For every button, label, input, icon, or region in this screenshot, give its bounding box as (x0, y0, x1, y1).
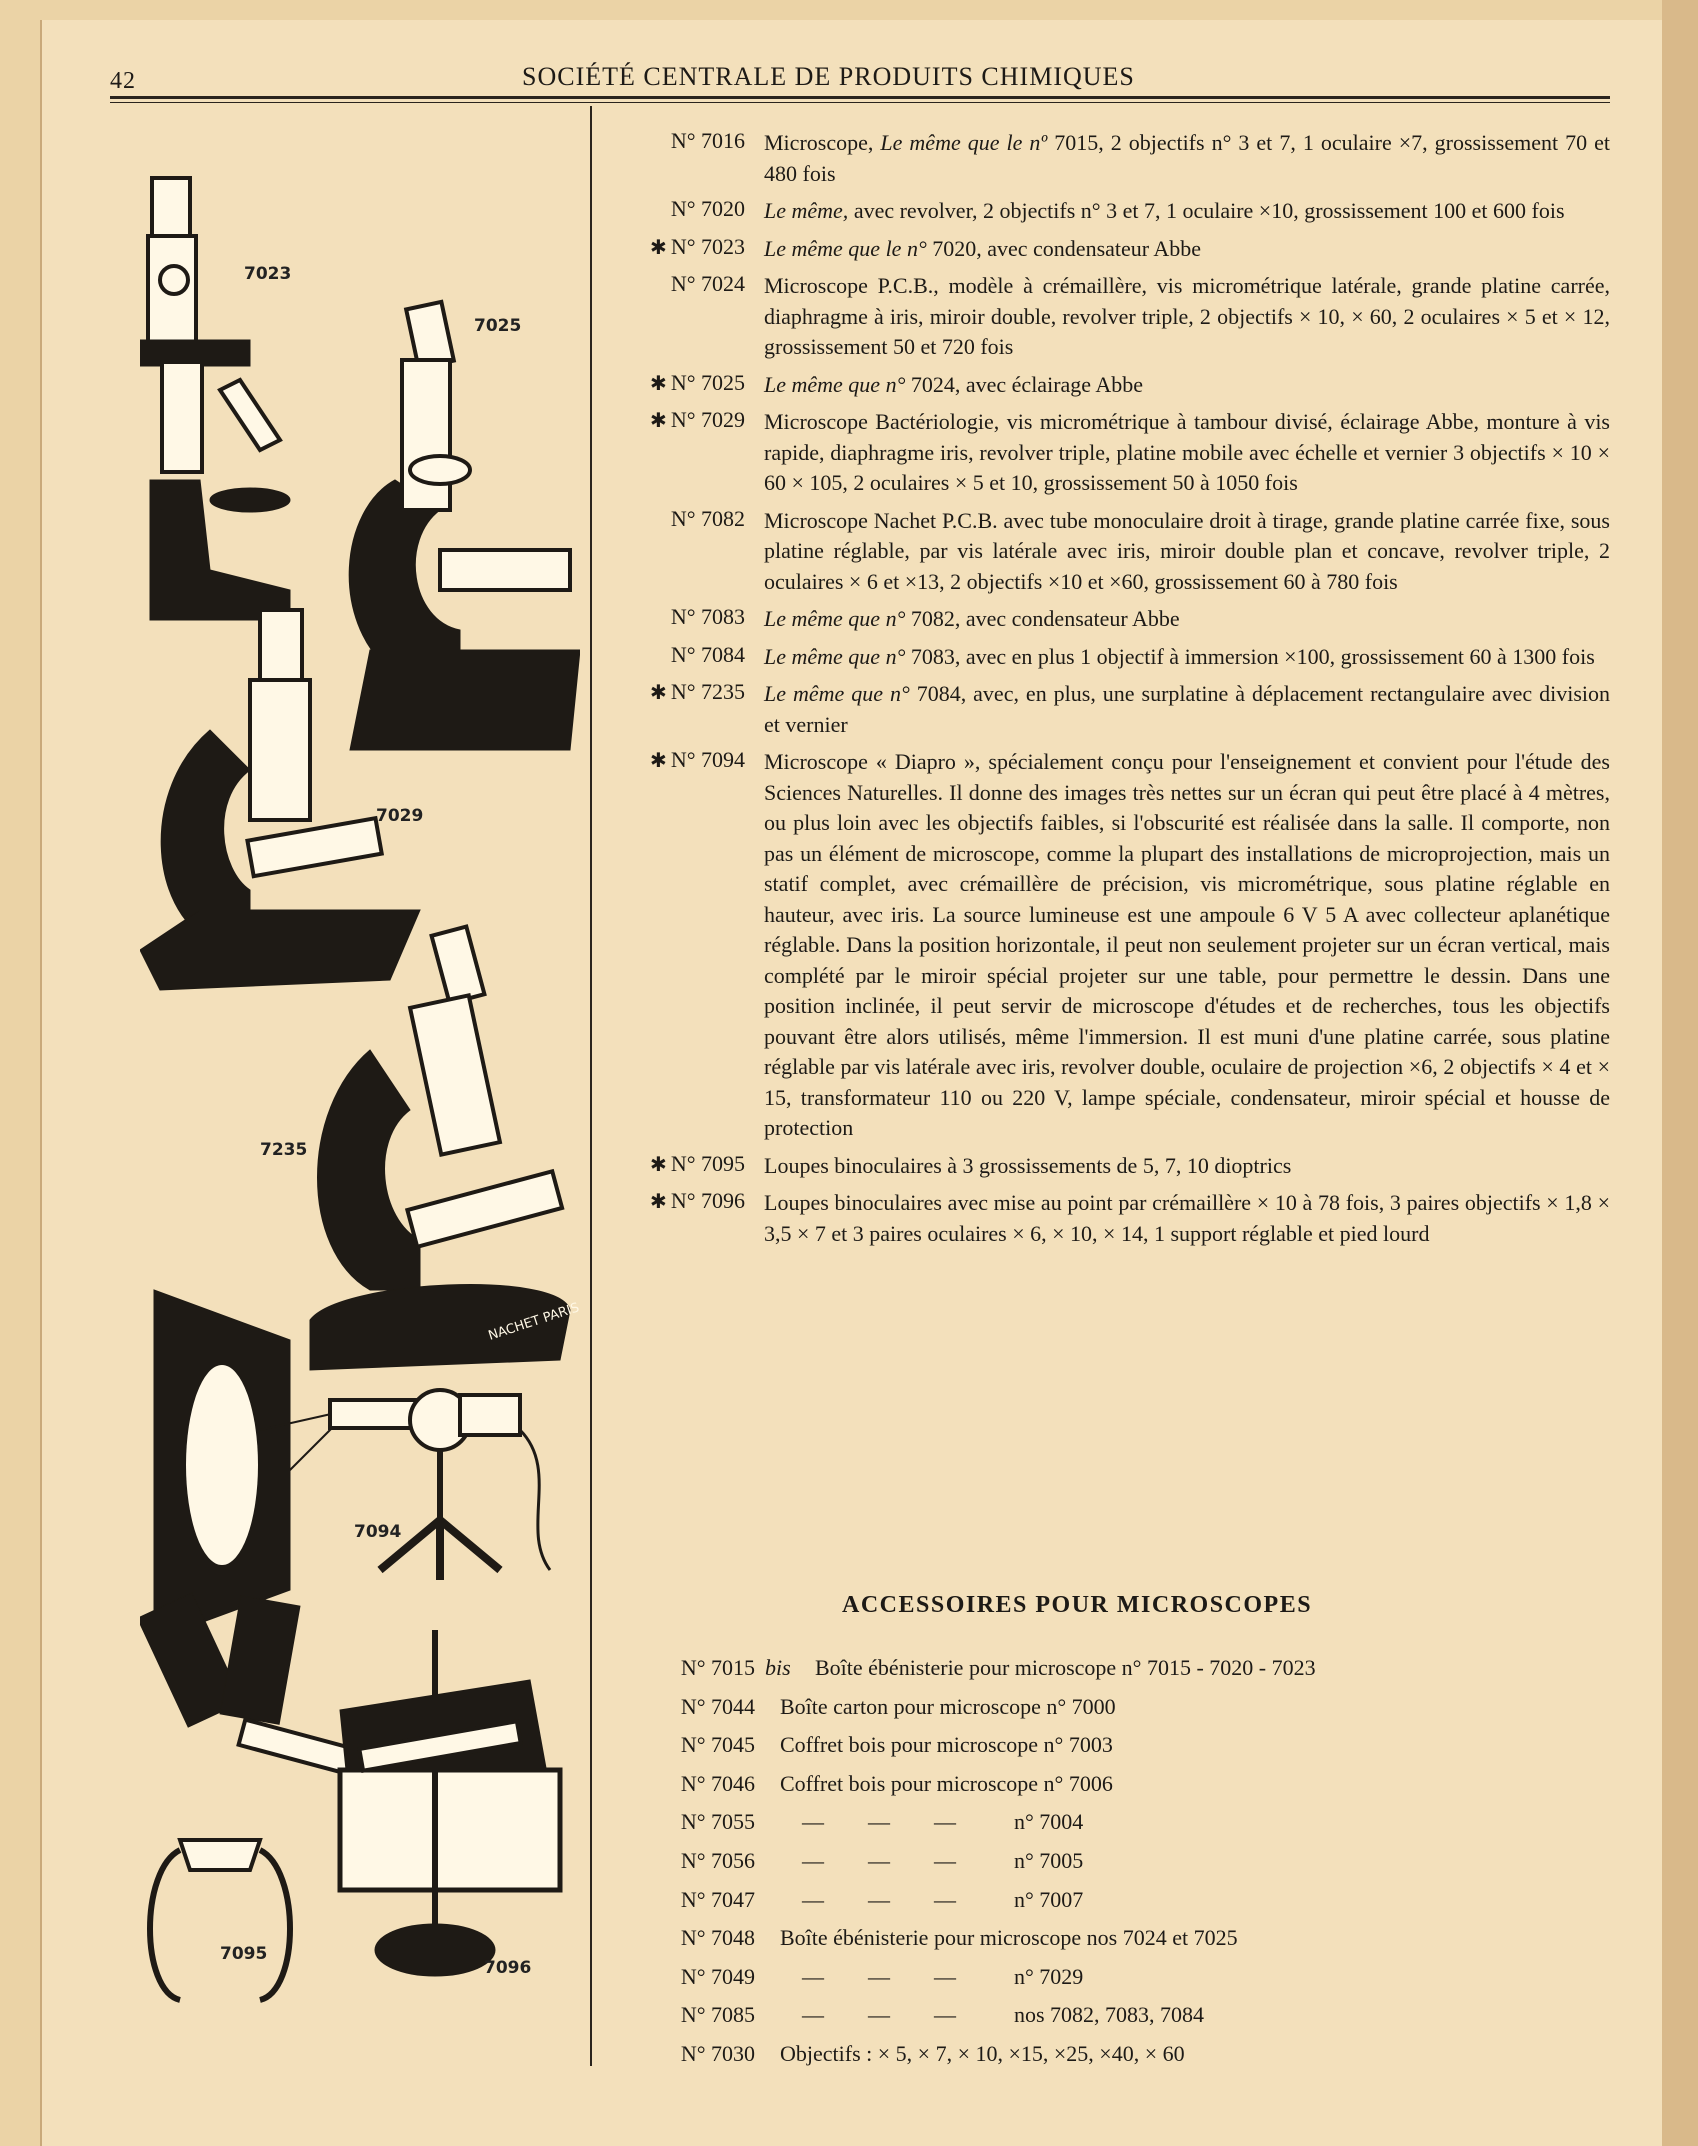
ditto-dash: — (802, 2002, 824, 2028)
entry-number-text: N° 7096 (670, 1188, 745, 1213)
entry-number-text: N° 7016 (670, 128, 745, 153)
accessory-number: N° 7049 (680, 1963, 755, 1989)
accessory-description: Coffret bois pour microscope n° 7006 (780, 1770, 1113, 1796)
accessory-row (620, 1848, 1620, 1887)
entry-number-text: N° 7082 (670, 505, 745, 531)
microscope-7025-drawing (349, 302, 580, 750)
accessory-row (620, 1925, 1620, 1964)
catalogue-entry (600, 234, 1610, 265)
italic-text: Le même que n° (764, 371, 906, 397)
illustration-column (140, 150, 580, 2020)
loupe-7096-drawing (340, 1630, 560, 1976)
accessory-description (780, 1887, 1083, 1913)
entry-number-text: N° 7083 (670, 604, 745, 629)
accessory-description (780, 1848, 1083, 1874)
ditto-dash: — (934, 2002, 956, 2028)
microscope-7023-drawing (140, 178, 290, 620)
entry-number-text: N° 7084 (670, 641, 745, 667)
text: Microscope « Diapro », spécialement conçu pour l'enseignement et convient pour l'étude des Sciences Naturelles. Il donne des images très nettes sur un écran qui peut être placé à 4 mètres, ou plus loin avec les objectifs faibles, si l'obscurité est réalisée dans la salle. Il comporte, non pas un élément de microscope, comme la plupart des installations de microprojection, mais un statif complet, avec crémaillère de précision, vis micrométrique, sous platine réglable en hauteur, avec iris. La source lumineuse est une ampoule 6 V 5 A avec collecteur aplanétique réglable. Dans la position horizontale, il peut non seulement projeter sur un écran vertical, mais complété par le miroir spécial projeter sur une table, pour permettre le dessin. Dans une position inclinée, il peut servir de microscope d'études et de recherches, tous les objectifs pouvant être alors utilisés, même l'immersion. Il est muni d'une platine carrée, sous platine réglable par vis latérale avec iris, revolver double, oculaire de projection ×6, 2 objectifs × 4 et × 15, transformateur 110 ou 220 V, lampe spéciale, condensateur, miroir spécial et housse de protection (764, 749, 1610, 1140)
accessory-number: N° 7085 (680, 2002, 755, 2028)
ditto-dash: — (934, 1847, 956, 1873)
ditto-dash: — (934, 1886, 956, 1912)
italic-text: Le même que n° (764, 681, 910, 706)
accessory-row (620, 1887, 1620, 1926)
star-icon: ✱ (650, 682, 667, 704)
accessory-row (620, 2041, 1620, 2080)
catalogue-entry (600, 747, 1610, 1144)
accessory-description (780, 1809, 1083, 1835)
microscope-7235-drawing (310, 927, 570, 1370)
entry-number (600, 128, 745, 154)
microscope-marking: NACHET PARIS (486, 1300, 580, 1344)
entry-number (600, 407, 745, 433)
accessory-number: N° 7047 (680, 1886, 755, 1912)
star-icon: ✱ (650, 410, 667, 432)
accessory-description: Coffret bois pour microscope n° 7003 (780, 1732, 1113, 1758)
entry-number-text: N° 7235 (670, 679, 745, 704)
accessory-number: N° 7045 (680, 1732, 755, 1758)
ditto-dash: — (802, 1886, 824, 1912)
accessory-number: N° 7044 (680, 1693, 755, 1719)
entry-description (764, 196, 1610, 227)
ditto-dash: — (868, 1886, 890, 1912)
text: Microscope P.C.B., modèle à crémaillère, vis micrométrique latérale, grande platine carrée, diaphragme à iris, miroir double, revolver triple, 2 objectifs × 10, × 60, 2 oculaires × 5 et × 12, grossissement 50 et 720 fois (764, 273, 1610, 359)
entry-description (764, 642, 1610, 673)
entry-description (764, 234, 1610, 265)
column-divider (590, 106, 592, 2066)
entry-description (764, 128, 1610, 189)
ditto-dash: — (802, 1809, 824, 1835)
catalogue-entry (600, 1151, 1610, 1182)
accessory-reference: n° 7007 (1014, 1886, 1084, 1912)
accessory-number: N° 7056 (680, 1847, 755, 1873)
entry-number (600, 196, 745, 222)
catalogue-entry (600, 506, 1610, 598)
header-rule-thin (110, 102, 1610, 103)
running-title: SOCIÉTÉ CENTRALE DE PRODUITS CHIMIQUES (522, 62, 1135, 91)
entry-number-text: N° 7024 (670, 271, 745, 296)
text: 7084, avec, en plus, une surplatine à déplacement rectangulaire avec division et vernier (764, 681, 1610, 737)
entry-number (600, 604, 745, 630)
catalogue-entry (600, 679, 1610, 740)
accessory-reference: n° 7004 (1014, 1809, 1084, 1835)
star-icon: ✱ (650, 750, 667, 772)
catalogue-entry (600, 271, 1610, 363)
entry-description (764, 506, 1610, 598)
star-icon: ✱ (650, 1191, 667, 1213)
catalogue-entry (600, 370, 1610, 401)
catalogue-entry (600, 196, 1610, 227)
accessory-description: Boîte carton pour microscope n° 7000 (780, 1693, 1116, 1719)
accessory-description: Objectifs : × 5, × 7, × 10, ×15, ×25, ×40, × 60 (780, 2040, 1185, 2066)
entry-number-text: N° 7023 (670, 233, 745, 259)
figure-label-7029: 7029 (376, 806, 424, 826)
accessory-description (780, 2002, 1204, 2028)
entry-number (600, 506, 745, 532)
catalogue-entry (600, 604, 1610, 635)
ditto-dash: — (934, 1963, 956, 1989)
accessory-number: N° 7048 (680, 1925, 755, 1951)
entry-description (764, 679, 1610, 740)
ditto-dash: — (868, 1809, 890, 1835)
entry-number (600, 747, 745, 773)
text: Loupes binoculaires avec mise au point par crémaillère × 10 à 78 fois, 3 paires objectifs × 1,8 × 3,5 × 7 et 3 paires oculaires × 6, × 10, × 14, 1 support réglable et pied lourd (764, 1190, 1610, 1246)
star-icon: ✱ (650, 236, 667, 259)
entry-number-text: N° 7025 (670, 369, 745, 395)
text: 7024, avec éclairage Abbe (905, 371, 1143, 397)
accessory-row (620, 1809, 1620, 1848)
accessory-row (620, 1655, 1620, 1694)
star-icon: ✱ (650, 372, 667, 395)
text: Microscope, (764, 130, 881, 155)
catalogue-entry (600, 128, 1610, 189)
entry-description (764, 370, 1610, 401)
ditto-dash: — (868, 1963, 890, 1989)
entry-number-text: N° 7095 (670, 1150, 745, 1176)
text: Microscope Bactériologie, vis micrométrique à tambour divisé, éclairage Abbe, monture à vis rapide, diaphragme iris, revolver triple, platine mobile avec échelle et vernier 3 objectifs × 10 × 60 × 105, 2 oculaires × 5 et 10, grossissement 50 à 1050 fois (764, 409, 1610, 495)
accessory-description (780, 1964, 1083, 1990)
ditto-dash: — (802, 1847, 824, 1873)
ditto-dash: — (868, 1847, 890, 1873)
page-number: 42 (110, 68, 136, 94)
accessory-description: Boîte ébénisterie pour microscope nos 7024 et 7025 (780, 1925, 1238, 1951)
figure-label-7023: 7023 (244, 264, 292, 284)
ditto-dash: — (934, 1809, 956, 1835)
header-rule (110, 96, 1610, 99)
accessory-row (620, 2002, 1620, 2041)
entry-number (600, 370, 745, 396)
entry-number (600, 679, 745, 705)
text: Loupes binoculaires à 3 grossissements de 5, 7, 10 dioptrics (764, 1152, 1292, 1178)
accessory-row (620, 1732, 1620, 1771)
entry-number (600, 271, 745, 297)
entry-number-text: N° 7020 (670, 196, 745, 221)
italic-text: Le même que n° (764, 643, 906, 669)
accessory-reference: n° 7029 (1014, 1963, 1084, 1989)
text: 7083, avec en plus 1 objectif à immersion ×100, grossissement 60 à 1300 fois (905, 643, 1595, 669)
entry-number-text: N° 7094 (670, 747, 745, 772)
accessory-number: N° 7055 (680, 1809, 755, 1835)
entry-description (764, 1188, 1610, 1249)
ditto-dash: — (868, 2002, 890, 2028)
text: Microscope Nachet P.C.B. avec tube monoculaire droit à tirage, grande platine carrée fixe, sous platine réglable, par vis latérale avec iris, miroir double plan et concave, revolver triple, 2 oculaires × 6 et ×13, 2 objectifs ×10 et ×60, grossissement 60 à 780 fois (764, 507, 1610, 594)
entry-number (600, 234, 745, 260)
text: 7015, 2 objectifs n° 3 et 7, 1 oculaire ×7, grossissement 70 et 480 fois (764, 130, 1611, 186)
figure-label-7095: 7095 (220, 1944, 268, 1964)
accessory-row (620, 1694, 1620, 1733)
accessory-number: N° 7030 (680, 2040, 755, 2066)
accessory-number: N° 7046 (680, 1770, 755, 1796)
text: 7020, avec condensateur Abbe (926, 235, 1202, 261)
entry-number (600, 642, 745, 668)
italic-text: Le même que n° (764, 606, 906, 631)
accessory-reference: nos 7082, 7083, 7084 (1014, 2002, 1205, 2028)
accessories-list (620, 1655, 1620, 2080)
entry-description (764, 747, 1610, 1144)
italic-text: Le même que le nº (880, 130, 1048, 155)
entry-description (764, 604, 1610, 635)
figure-label-7235: 7235 (260, 1140, 308, 1160)
accessory-suffix: bis (765, 1655, 791, 1680)
next-page-edge (1662, 0, 1698, 2146)
accessory-number: N° 7015 (680, 1655, 755, 1680)
accessory-row (620, 1771, 1620, 1810)
figure-label-7096: 7096 (484, 1958, 532, 1978)
microscope-illustrations (140, 150, 580, 2020)
suffix-wrap (765, 1655, 791, 1681)
accessory-row (620, 1964, 1620, 2003)
italic-text: Le même que le n° (764, 235, 927, 261)
figure-label-7025: 7025 (474, 316, 522, 336)
accessory-reference: n° 7005 (1014, 1847, 1084, 1873)
catalogue-entry (600, 407, 1610, 499)
catalogue-entries (600, 128, 1610, 1256)
italic-text: Le même, (764, 198, 849, 223)
entry-description (764, 271, 1610, 363)
catalogue-entry (600, 642, 1610, 673)
accessories-title: ACCESSOIRES POUR MICROSCOPES (842, 1592, 1313, 1618)
star-icon: ✱ (650, 1153, 667, 1176)
accessory-description: Boîte ébénisterie pour microscope n° 7015 - 7020 - 7023 (815, 1655, 1316, 1680)
entry-description (764, 407, 1610, 499)
entry-number (600, 1188, 745, 1214)
ditto-dash: — (802, 1963, 824, 1989)
text: 7082, avec condensateur Abbe (905, 606, 1180, 631)
entry-number-text: N° 7029 (670, 407, 745, 432)
catalogue-entry (600, 1188, 1610, 1249)
entry-number (600, 1151, 745, 1177)
entry-description (764, 1151, 1610, 1182)
figure-label-7094: 7094 (354, 1522, 402, 1542)
text: avec revolver, 2 objectifs n° 3 et 7, 1 oculaire ×10, grossissement 100 et 600 fois (848, 198, 1565, 223)
